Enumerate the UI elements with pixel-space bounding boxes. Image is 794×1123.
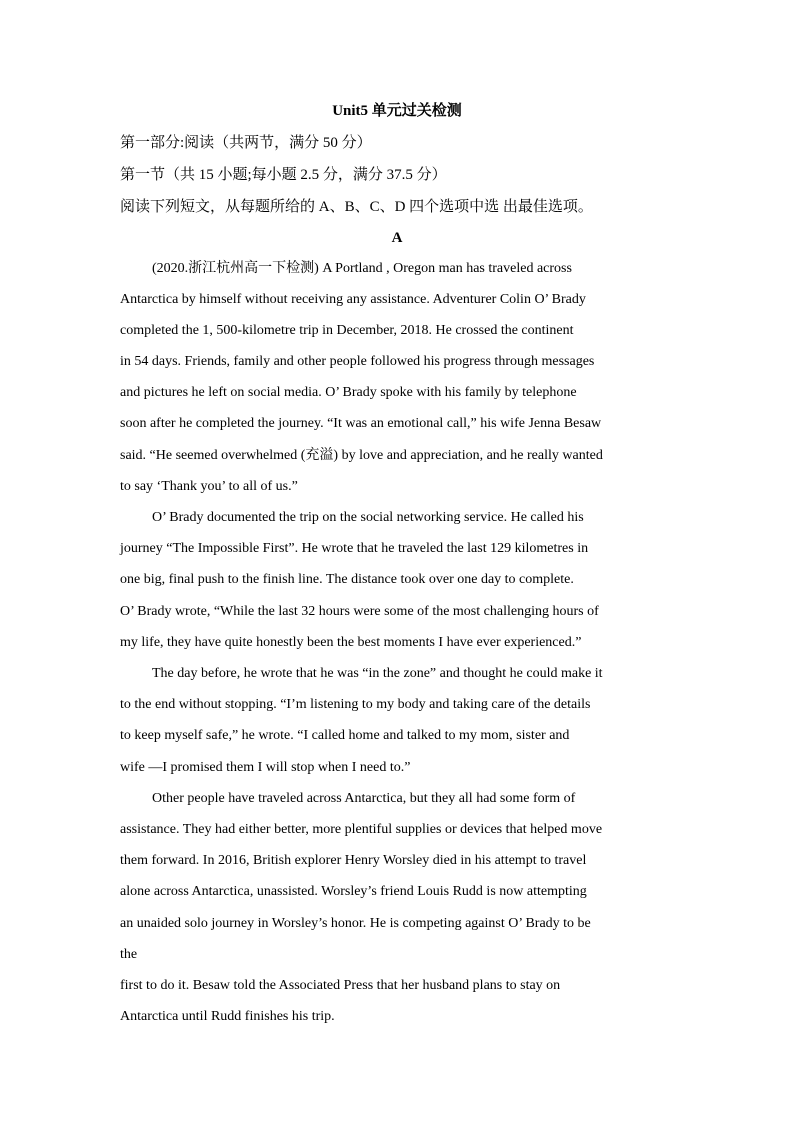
passage-line: my life, they have quite honestly been the best moments I have ever experienced.” xyxy=(120,635,582,650)
page-title: Unit5 单元过关检测 xyxy=(332,103,462,119)
passage-line: to the end without stopping. “I’m listening to my body and taking care of the details xyxy=(120,697,591,712)
passage-line: soon after he completed the journey. “It was an emotional call,” his wife Jenna Besaw xyxy=(120,416,602,431)
passage-line: O’ Brady wrote, “While the last 32 hours were some of the most challenging hours of xyxy=(120,604,599,619)
passage-line: the xyxy=(120,947,138,962)
passage-line: Other people have traveled across Antarctica, but they all had some form of xyxy=(152,791,576,806)
part-heading: 第一部分:阅读（共两节，满分 50 分） xyxy=(120,135,372,151)
passage-line: an unaided solo journey in Worsley’s honor. He is competing against O’ Brady to be xyxy=(120,916,591,931)
passage-line: Antarctica until Rudd finishes his trip. xyxy=(120,1009,335,1024)
section-heading: 第一节（共 15 小题;每小题 2.5 分，满分 37.5 分） xyxy=(120,167,447,183)
passage-line: (2020.浙江杭州高一下检测) A Portland , Oregon man has traveled across xyxy=(152,261,572,276)
passage-label: A xyxy=(391,230,403,246)
passage-line: completed the 1, 500-kilometre trip in December, 2018. He crossed the continent xyxy=(120,323,574,338)
passage-line: one big, final push to the finish line. The distance took over one day to complete. xyxy=(120,572,574,587)
passage-line: in 54 days. Friends, family and other people followed his progress through messages xyxy=(120,354,595,369)
passage-line: journey “The Impossible First”. He wrote that he traveled the last 129 kilometres in xyxy=(120,541,589,556)
passage-line: assistance. They had either better, more plentiful supplies or devices that helped move xyxy=(120,822,603,837)
passage-line: Antarctica by himself without receiving any assistance. Adventurer Colin O’ Brady xyxy=(120,292,586,307)
passage-line: alone across Antarctica, unassisted. Worsley’s friend Louis Rudd is now attempting xyxy=(120,884,587,899)
passage-line: said. “He seemed overwhelmed (充溢) by love and appreciation, and he really wanted xyxy=(120,448,603,463)
passage-line: to keep myself safe,” he wrote. “I called home and talked to my mom, sister and xyxy=(120,728,570,743)
passage-line: them forward. In 2016, British explorer Henry Worsley died in his attempt to travel xyxy=(120,853,587,868)
passage-line: O’ Brady documented the trip on the social networking service. He called his xyxy=(152,510,584,525)
passage-line: first to do it. Besaw told the Associated Press that her husband plans to stay on xyxy=(120,978,561,993)
passage-line: wife —I promised them I will stop when I need to.” xyxy=(120,760,411,775)
instructions: 阅读下列短文，从每题所给的 A、B、C、D 四个选项中选 出最佳选项。 xyxy=(120,199,593,215)
passage-line: to say ‘Thank you’ to all of us.” xyxy=(120,479,298,494)
passage-line: The day before, he wrote that he was “in the zone” and thought he could make it xyxy=(152,666,603,681)
passage-line: and pictures he left on social media. O’ Brady spoke with his family by telephone xyxy=(120,385,577,400)
